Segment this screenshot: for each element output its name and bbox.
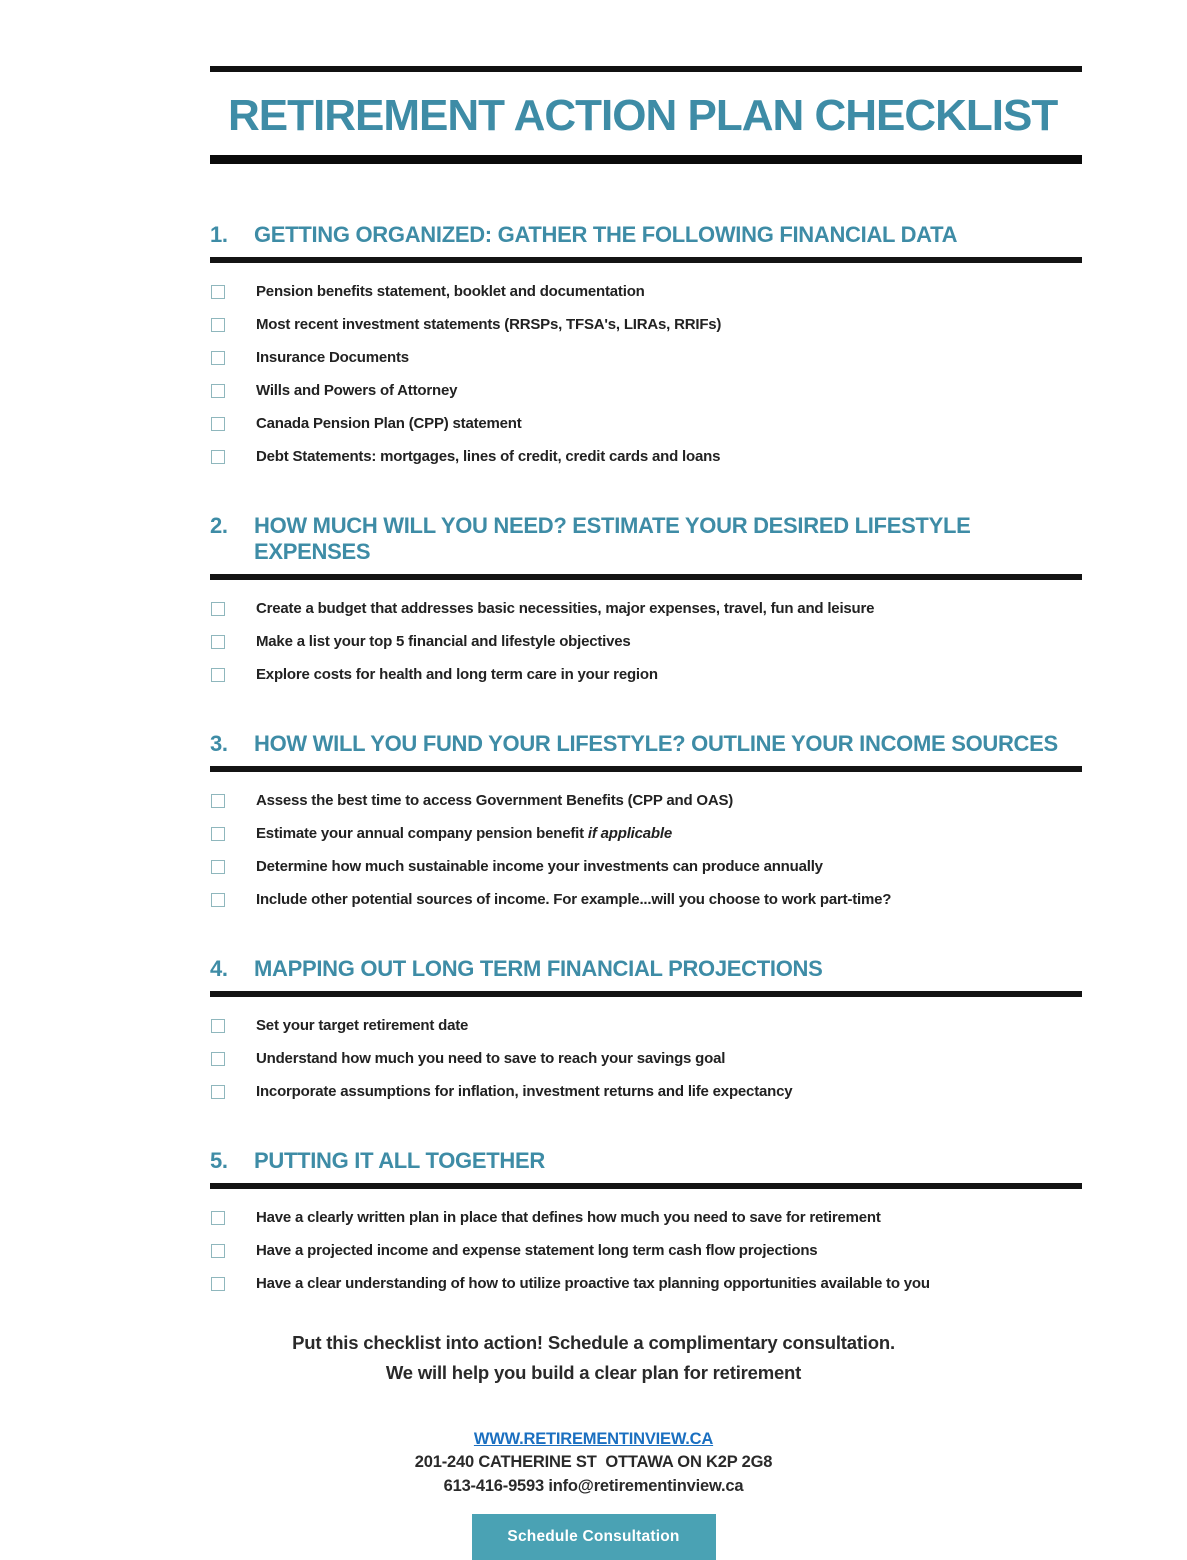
checklist-item-label: Pension benefits statement, booklet and documentation: [256, 283, 645, 300]
section-number: 5.: [210, 1148, 228, 1173]
checklist-item: [210, 407, 1082, 440]
section-number: 3.: [210, 731, 228, 756]
checklist-item-label: Make a list your top 5 financial and lifestyle objectives: [256, 633, 631, 650]
website-link[interactable]: WWW.RETIREMENTINVIEW.CA: [473, 1430, 714, 1448]
checklist-item-label-italic: if applicable: [587, 825, 672, 842]
checklist-item-label: Assess the best time to access Government Benefits (CPP and OAS): [256, 792, 734, 809]
section-number: 4.: [210, 956, 228, 981]
section-title: PUTTING IT ALL TOGETHER: [254, 1148, 545, 1173]
checkbox[interactable]: [211, 1211, 225, 1225]
checklist-item: [210, 1075, 1082, 1108]
checklist-item: [210, 883, 1082, 916]
checkbox[interactable]: [211, 794, 225, 808]
checklist-item: [210, 1234, 1082, 1267]
checklist-item-label: Have a projected income and expense statement long term cash flow projections: [256, 1242, 818, 1259]
section-3: [210, 731, 1082, 916]
checklist-item-label: Have a clear understanding of how to utilize proactive tax planning opportunities available to you: [256, 1275, 930, 1292]
schedule-consultation-button[interactable]: Schedule Consultation: [472, 1514, 716, 1560]
checklist-item: [210, 850, 1082, 883]
checkbox[interactable]: [211, 1277, 225, 1291]
checklist-item-label: Most recent investment statements (RRSPs, TFSA's, LIRAs, RRIFs): [256, 316, 722, 333]
checklist-item: [210, 1201, 1082, 1234]
section-heading-rule: [210, 574, 1082, 580]
checklist-item-label: Set your target retirement date: [256, 1017, 469, 1034]
checklist: [210, 592, 1082, 691]
checklist-item-label: Estimate your annual company pension benefit if applicable: [256, 825, 672, 842]
section-1: [210, 222, 1082, 473]
footer: [0, 1328, 1187, 1560]
checkbox[interactable]: [211, 285, 225, 299]
checklist-item: [210, 658, 1082, 691]
checkbox[interactable]: [211, 318, 225, 332]
checklist: [210, 1009, 1082, 1108]
section-heading: [210, 513, 1082, 565]
section-heading: [210, 956, 1082, 982]
checkbox[interactable]: [211, 1052, 225, 1066]
section-title: HOW MUCH WILL YOU NEED? ESTIMATE YOUR DESIRED LIFESTYLE EXPENSES: [254, 513, 971, 564]
checklist-item: [210, 625, 1082, 658]
checkbox[interactable]: [211, 668, 225, 682]
checklist-item-label: Explore costs for health and long term care in your region: [256, 666, 658, 683]
section-title: MAPPING OUT LONG TERM FINANCIAL PROJECTIONS: [254, 956, 823, 981]
checklist-item-label: Have a clearly written plan in place that defines how much you need to save for retirement: [256, 1209, 881, 1226]
section-4: [210, 956, 1082, 1108]
phone-email-line: 613-416-9593 info@retirementinview.ca: [443, 1477, 744, 1495]
page-title: RETIREMENT ACTION PLAN CHECKLIST: [228, 91, 1058, 140]
checkbox[interactable]: [211, 417, 225, 431]
section-heading-rule: [210, 766, 1082, 772]
cta-line-1: Put this checklist into action! Schedule a complimentary consultation.: [292, 1332, 895, 1353]
checkbox[interactable]: [211, 860, 225, 874]
checklist: [210, 1201, 1082, 1300]
section-2: [210, 513, 1082, 691]
section-5: [210, 1148, 1082, 1300]
checkbox[interactable]: [211, 893, 225, 907]
checkbox[interactable]: [211, 602, 225, 616]
section-heading-rule: [210, 1183, 1082, 1189]
checklist-item: [210, 1042, 1082, 1075]
checklist-item: [210, 1267, 1082, 1300]
checkbox[interactable]: [211, 384, 225, 398]
checklist-item: [210, 817, 1082, 850]
section-heading: [210, 731, 1082, 757]
checklist-item: [210, 308, 1082, 341]
checkbox[interactable]: [211, 1244, 225, 1258]
checklist-item-label: Wills and Powers of Attorney: [256, 382, 458, 399]
checklist-item: [210, 1009, 1082, 1042]
sections-container: [210, 222, 1082, 1300]
section-title: HOW WILL YOU FUND YOUR LIFESTYLE? OUTLINE YOUR INCOME SOURCES: [254, 731, 1058, 756]
top-double-rule: [210, 66, 1082, 72]
checklist: [210, 275, 1082, 473]
checklist-item: [210, 784, 1082, 817]
section-title: GETTING ORGANIZED: GATHER THE FOLLOWING FINANCIAL DATA: [254, 222, 958, 247]
checklist-item: [210, 440, 1082, 473]
section-heading: [210, 1148, 1082, 1174]
checklist-item-label: Debt Statements: mortgages, lines of credit, credit cards and loans: [256, 448, 721, 465]
address-line: 201-240 CATHERINE ST OTTAWA ON K2P 2G8: [414, 1453, 773, 1471]
checklist-item: [210, 374, 1082, 407]
checklist: [210, 784, 1082, 916]
checklist-item-label: Include other potential sources of income. For example...will you choose to work part-time?: [256, 891, 892, 908]
checkbox[interactable]: [211, 1085, 225, 1099]
checkbox[interactable]: [211, 1019, 225, 1033]
title-underline-bar: [210, 155, 1082, 164]
checklist-item-label: Insurance Documents: [256, 349, 409, 366]
content-column: [210, 0, 1082, 1300]
checklist-item-label: Understand how much you need to save to reach your savings goal: [256, 1050, 726, 1067]
checklist-item-label: Incorporate assumptions for inflation, investment returns and life expectancy: [256, 1083, 793, 1100]
section-heading-rule: [210, 991, 1082, 997]
checklist-item: [210, 275, 1082, 308]
section-number: 2.: [210, 513, 228, 538]
checkbox[interactable]: [211, 635, 225, 649]
checklist-item: [210, 592, 1082, 625]
cta-line-2: We will help you build a clear plan for retirement: [385, 1362, 802, 1383]
section-heading-rule: [210, 257, 1082, 263]
checkbox[interactable]: [211, 450, 225, 464]
section-heading: [210, 222, 1082, 248]
checkbox[interactable]: [211, 827, 225, 841]
checklist-item-label: Determine how much sustainable income your investments can produce annually: [256, 858, 823, 875]
checklist-item-label: Create a budget that addresses basic necessities, major expenses, travel, fun and leisure: [256, 600, 875, 617]
checklist-item: [210, 341, 1082, 374]
checklist-item-label: Canada Pension Plan (CPP) statement: [256, 415, 522, 432]
section-number: 1.: [210, 222, 228, 247]
checkbox[interactable]: [211, 351, 225, 365]
